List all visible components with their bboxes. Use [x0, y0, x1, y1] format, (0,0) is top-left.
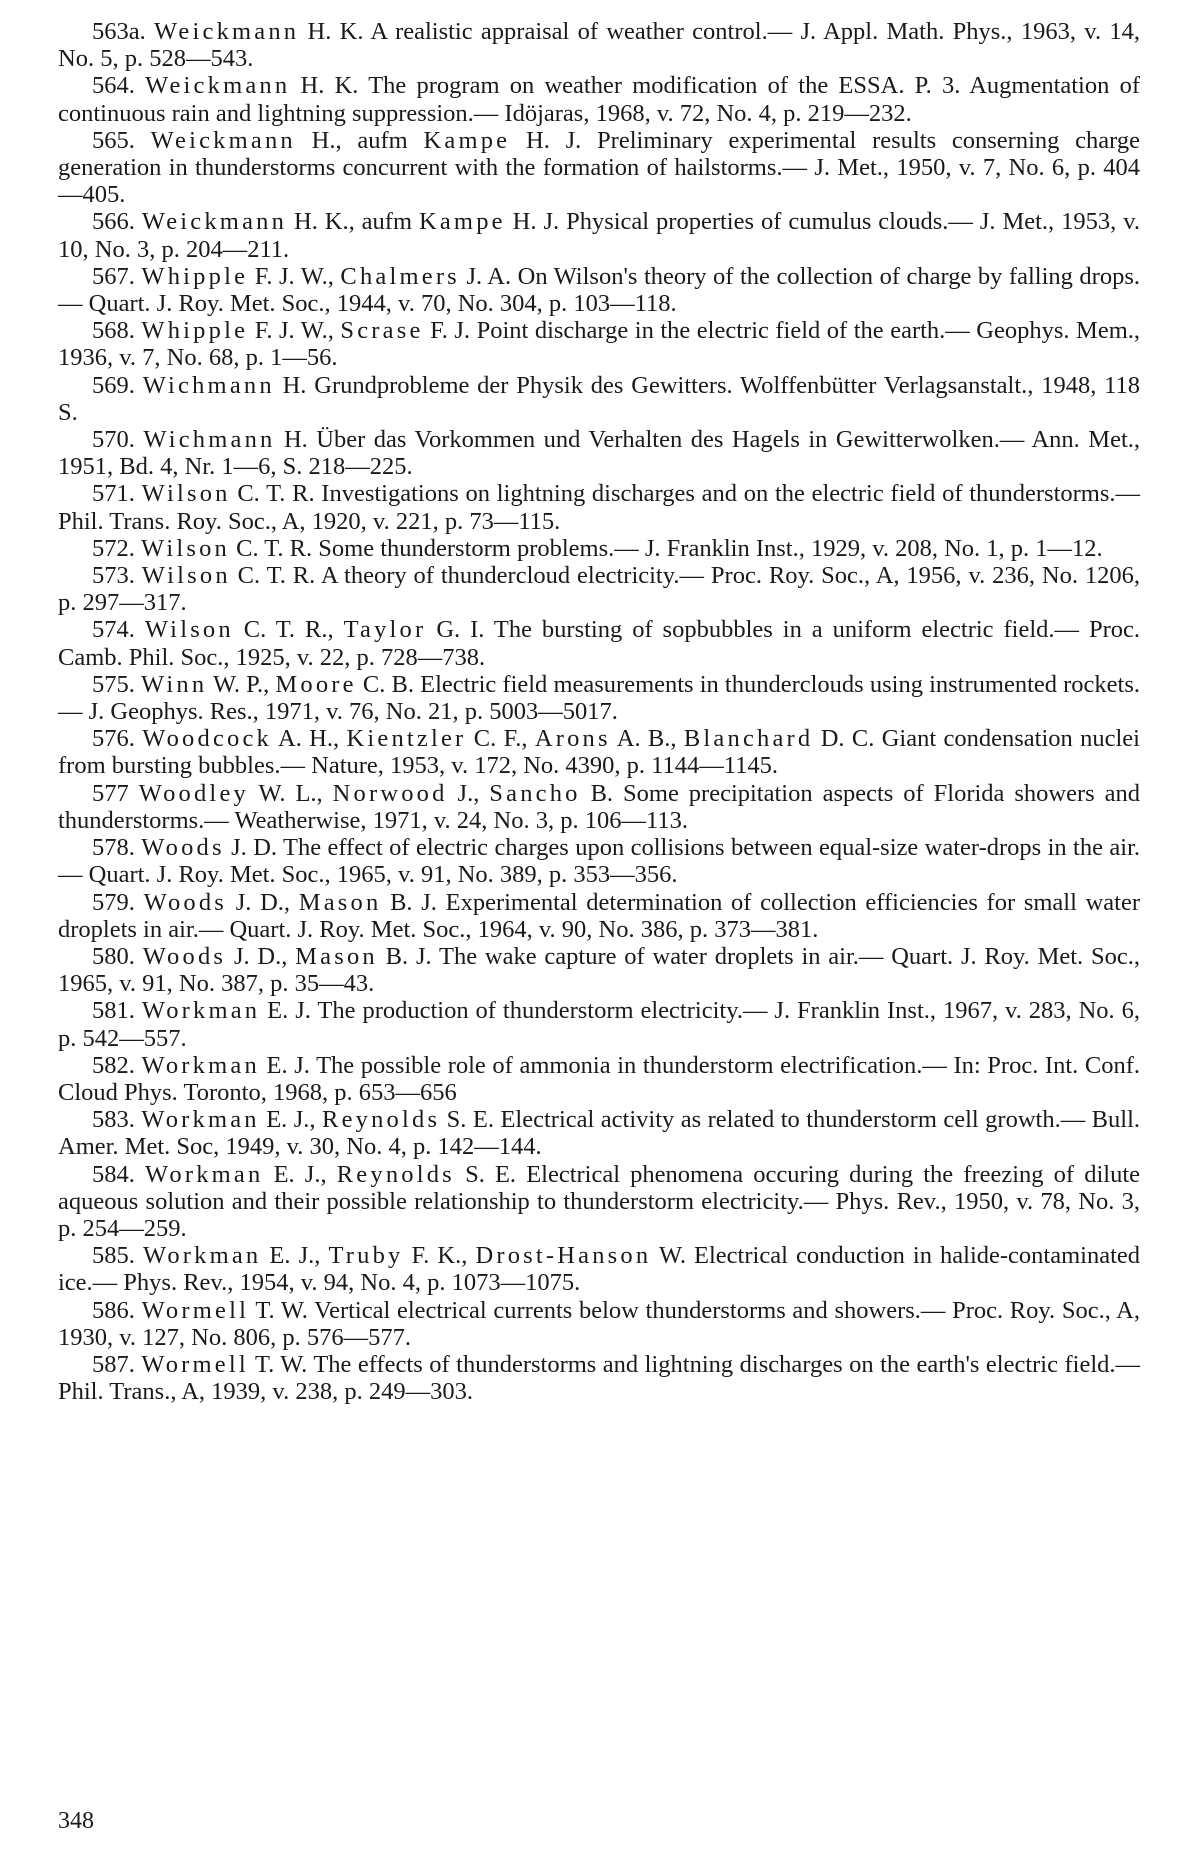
reference-number: 587. — [92, 1350, 135, 1378]
author-initials: H. — [274, 371, 307, 399]
author-initials: J. D., — [227, 888, 299, 916]
reference-number: 579. — [92, 888, 135, 916]
author-surname: Wilson — [141, 562, 231, 590]
author-surname: Weickmann — [141, 208, 288, 236]
reference-number: 584. — [92, 1160, 135, 1188]
reference-text: Experimental determination of collection efficiencies for small water droplets in air.— Quart. J. Roy. Met. Soc., 1964, v. 90, No. 386, p. 373—381. — [58, 888, 1140, 943]
author-surname: Kampe — [418, 208, 506, 236]
reference-number: 568. — [92, 317, 135, 345]
author-surname: Wilson — [144, 616, 234, 644]
reference-number: 566. — [92, 208, 135, 236]
author-surname: Workman — [141, 1051, 260, 1079]
author-initials: E. J., — [259, 1106, 323, 1134]
author-surname: Moore — [275, 670, 357, 698]
reference-text: Some precipitation aspects of Florida showers and thunderstorms.— Weatherwise, 1971, v. 24, No. 3, p. 106—113. — [58, 779, 1141, 834]
reference-number: 576. — [92, 725, 135, 753]
author-initials: G. I. — [426, 616, 485, 644]
reference-entry — [58, 535, 1140, 562]
author-initials: C. T. R. — [230, 480, 315, 508]
reference-entry — [58, 834, 1140, 888]
reference-number: 569. — [92, 371, 135, 399]
author-surname: Weickmann — [150, 126, 296, 154]
reference-entry — [58, 889, 1140, 943]
reference-entry — [58, 1297, 1140, 1351]
author-initials: E. J., — [261, 1242, 329, 1270]
author-initials: F. J. — [423, 317, 471, 345]
reference-text: Electrical activity as related to thunderstorm cell growth.— Bull. Amer. Met. Soc, 1949, v. 30, No. 4, p. 142—144. — [58, 1106, 1141, 1161]
reference-entry — [58, 780, 1140, 834]
reference-text: The program on weather modification of the ESSA. P. 3. Augmentation of continuous rain and lightning suppression.— Idöjaras, 1968, v. 72, No. 4, p. 219—232. — [58, 72, 1140, 127]
author-initials: F. K., — [403, 1242, 476, 1270]
reference-number: 573. — [92, 562, 135, 590]
reference-entry — [58, 127, 1140, 209]
author-initials: H. J. — [510, 126, 582, 154]
reference-entry — [58, 943, 1140, 997]
reference-number: 578. — [92, 834, 135, 862]
author-surname: Reynolds — [322, 1106, 441, 1134]
author-surname: Workman — [141, 1106, 260, 1134]
author-surname: Arons — [534, 725, 611, 753]
author-initials: C. T. R. — [230, 562, 316, 590]
reference-text: The bursting of sopbubbles in a uniform electric field.— Proc. Camb. Phil. Soc., 1925, v. 22, p. 728—738. — [58, 616, 1141, 671]
author-initials: H. K. — [299, 18, 364, 45]
reference-text: Giant condensation nuclei from bursting bubbles.— Nature, 1953, v. 172, No. 4390, p. 1144—1145. — [58, 725, 1140, 780]
author-surname: Workman — [145, 1160, 264, 1188]
reference-text: Physical properties of cumulus clouds.— J. Met., 1953, v. 10, No. 3, p. 204—211. — [58, 208, 1140, 263]
reference-text: The production of thunderstorm electricity.— J. Franklin Inst., 1967, v. 283, No. 6, p. 542—557. — [58, 997, 1141, 1052]
author-initials: H. K., aufm — [287, 208, 419, 236]
author-initials: E. J. — [259, 1051, 310, 1079]
author-initials: C. B. — [356, 670, 414, 698]
reference-text: The effect of electric charges upon collisions between equal-size water-drops in the air.— Quart. J. Roy. Met. Soc., 1965, v. 91, No. 389, p. 353—356. — [58, 834, 1140, 889]
reference-entry — [58, 1161, 1140, 1243]
reference-entry — [58, 671, 1140, 725]
author-initials: A. B., — [610, 725, 684, 753]
author-surname: Chalmers — [340, 262, 460, 290]
reference-entry — [58, 1106, 1140, 1160]
author-surname: Wormell — [141, 1350, 249, 1378]
reference-entry — [58, 1242, 1140, 1296]
author-initials: C. F., — [466, 725, 535, 753]
reference-list — [58, 18, 1140, 1405]
author-surname: Weickmann — [154, 18, 300, 45]
reference-text: Investigations on lightning discharges and on the electric field of thunderstorms.— Phil. Trans. Roy. Soc., A, 1920, v. 221, p. 73—115. — [58, 480, 1141, 535]
author-surname: Workman — [142, 1242, 262, 1270]
reference-entry — [58, 1052, 1140, 1106]
author-initials: D. C. — [813, 725, 875, 753]
author-surname: Winn — [141, 670, 208, 698]
author-surname: Weickmann — [145, 72, 291, 100]
author-initials: C. T. R. — [230, 534, 313, 562]
author-surname: Woods — [141, 834, 225, 862]
author-surname: Mason — [298, 888, 382, 916]
reference-text: Some thunderstorm problems.— J. Franklin Inst., 1929, v. 208, No. 1, p. 1—12. — [312, 534, 1103, 562]
author-surname: Reynolds — [336, 1160, 455, 1188]
reference-text: Electric field measurements in thunderclouds using instrumented rockets.— J. Geophys. Res., 1971, v. 76, No. 21, p. 5003—5017. — [58, 670, 1141, 726]
reference-entry — [58, 562, 1140, 616]
reference-number: 583. — [92, 1106, 135, 1134]
author-initials: J., — [447, 779, 490, 807]
reference-text: The effects of thunderstorms and lightning discharges on the earth's electric field.— Phil. Trans., A, 1939, v. 238, p. 249—303. — [58, 1350, 1141, 1406]
reference-text: Preliminary experimental results conserning charge generation in thunderstorms concurrent with the formation of hailstorms.— J. Met., 1950, v. 7, No. 6, p. 404—405. — [58, 126, 1140, 209]
reference-entry — [58, 997, 1140, 1051]
reference-entry — [58, 208, 1140, 262]
reference-number: 572. — [92, 534, 135, 562]
author-surname: Woodley — [138, 779, 249, 807]
reference-entry — [58, 72, 1140, 126]
author-initials: T. W. — [248, 1350, 308, 1378]
author-surname: Woods — [143, 888, 228, 916]
reference-text: Grundprobleme der Physik des Gewitters. Wolffenbütter Verlagsanstalt., 1948, 118 S. — [58, 371, 1141, 426]
author-surname: Wichmann — [142, 371, 275, 399]
reference-text: Electrical phenomena occuring during the freezing of dilute aqueous solution and their possible relationship to thunderstorm electricity.— Phys. Rev., 1950, v. 78, No. 3, p. 254—259. — [58, 1160, 1141, 1242]
reference-entry — [58, 317, 1140, 371]
reference-number: 565. — [92, 126, 135, 154]
reference-text: The possible role of ammonia in thunderstorm electrification.— In: Proc. Int. Conf. Cloud Phys. Toronto, 1968, p. 653—656 — [58, 1051, 1141, 1106]
author-initials: A. H., — [272, 725, 347, 753]
author-surname: Workman — [141, 997, 261, 1025]
author-surname: Kientzler — [346, 725, 467, 753]
author-surname: Whipple — [141, 262, 249, 290]
author-surname: Mason — [295, 942, 378, 970]
author-initials: H., aufm — [295, 126, 424, 154]
author-initials: F. J. W., — [248, 317, 341, 345]
reference-number: 570. — [92, 426, 135, 454]
author-surname: Whipple — [141, 317, 249, 345]
reference-text: Vertical electrical currents below thunderstorms and showers.— Proc. Roy. Soc., A, 1930, v. 127, No. 806, p. 576—577. — [58, 1296, 1140, 1351]
author-initials: C. T. R., — [233, 616, 344, 644]
author-initials: S. E. — [440, 1106, 494, 1134]
reference-number: 577 — [92, 779, 129, 807]
reference-entry — [58, 18, 1140, 72]
author-surname: Blanchard — [683, 725, 814, 753]
author-surname: Kampe — [423, 126, 511, 154]
author-initials: J. D., — [226, 942, 296, 970]
author-surname: Scrase — [340, 317, 424, 345]
author-initials: W. — [651, 1242, 686, 1270]
author-surname: Wormell — [141, 1296, 250, 1324]
reference-number: 575. — [92, 670, 135, 698]
author-surname: Norwood — [332, 779, 448, 807]
reference-text: A theory of thundercloud electricity.— Proc. Roy. Soc., A, 1956, v. 236, No. 1206, p. 297—317. — [58, 562, 1141, 617]
reference-text: On Wilson's theory of the collection of charge by falling drops.— Quart. J. Roy. Met. Soc., 1944, v. 70, No. 304, p. 103—118. — [58, 262, 1140, 318]
reference-text: Über das Vorkommen und Verhalten des Hagels in Gewitterwolken.— Ann. Met., 1951, Bd. 4, Nr. 1—6, S. 218—225. — [58, 426, 1141, 481]
reference-entry — [58, 725, 1140, 779]
reference-number: 563a. — [92, 18, 146, 45]
reference-number: 585. — [92, 1242, 135, 1270]
author-surname: Taylor — [343, 616, 427, 644]
reference-entry — [58, 480, 1140, 534]
author-initials: B. — [580, 779, 614, 807]
reference-number: 567. — [92, 262, 135, 290]
author-initials: H. K. — [290, 72, 359, 100]
reference-entry — [58, 372, 1140, 426]
reference-entry — [58, 426, 1140, 480]
author-surname: Wilson — [141, 480, 231, 508]
reference-entry — [58, 1351, 1140, 1405]
reference-text: Electrical conduction in halide-contaminated ice.— Phys. Rev., 1954, v. 94, No. 4, p. 1073—1075. — [58, 1242, 1141, 1297]
author-surname: Truby — [328, 1242, 404, 1270]
author-surname: Woodcock — [142, 725, 272, 753]
author-initials: B. J. — [377, 942, 432, 970]
author-initials: B. J. — [381, 888, 437, 916]
author-initials: T. W. — [249, 1296, 308, 1324]
reference-entry — [58, 616, 1140, 670]
reference-text: A realistic appraisal of weather control.— J. Appl. Math. Phys., 1963, v. 14, No. 5, p. 528—543. — [58, 18, 1140, 73]
author-initials: J. A. — [459, 262, 512, 290]
author-surname: Woods — [142, 942, 227, 970]
author-surname: Sancho — [489, 779, 581, 807]
page-number: 348 — [58, 1808, 94, 1834]
reference-number: 582. — [92, 1051, 135, 1079]
author-initials: H. — [275, 426, 308, 454]
reference-number: 571. — [92, 480, 135, 508]
author-initials: H. J. — [505, 208, 560, 236]
reference-entry — [58, 263, 1140, 317]
reference-text: The wake capture of water droplets in air.— Quart. J. Roy. Met. Soc., 1965, v. 91, No. 387, p. 35—43. — [58, 942, 1140, 998]
reference-number: 564. — [92, 72, 135, 100]
author-initials: F. J. W., — [248, 262, 341, 290]
author-surname: Drost-Hanson — [475, 1242, 652, 1270]
author-surname: Wilson — [141, 534, 230, 562]
bibliography-page — [58, 18, 1140, 1405]
author-initials: S. E. — [454, 1160, 517, 1188]
author-initials: E. J., — [263, 1160, 337, 1188]
author-initials: E. J. — [260, 997, 311, 1025]
reference-text: Point discharge in the electric field of the earth.— Geophys. Mem., 1936, v. 7, No. 68, p. 1—56. — [58, 317, 1141, 372]
author-initials: W. P., — [207, 670, 276, 698]
reference-number: 586. — [92, 1296, 135, 1324]
author-initials: J. D. — [224, 834, 278, 862]
reference-number: 574. — [92, 616, 135, 644]
author-surname: Wichmann — [143, 426, 276, 454]
author-initials: W. L., — [248, 779, 333, 807]
reference-number: 581. — [92, 997, 135, 1025]
reference-number: 580. — [92, 942, 135, 970]
